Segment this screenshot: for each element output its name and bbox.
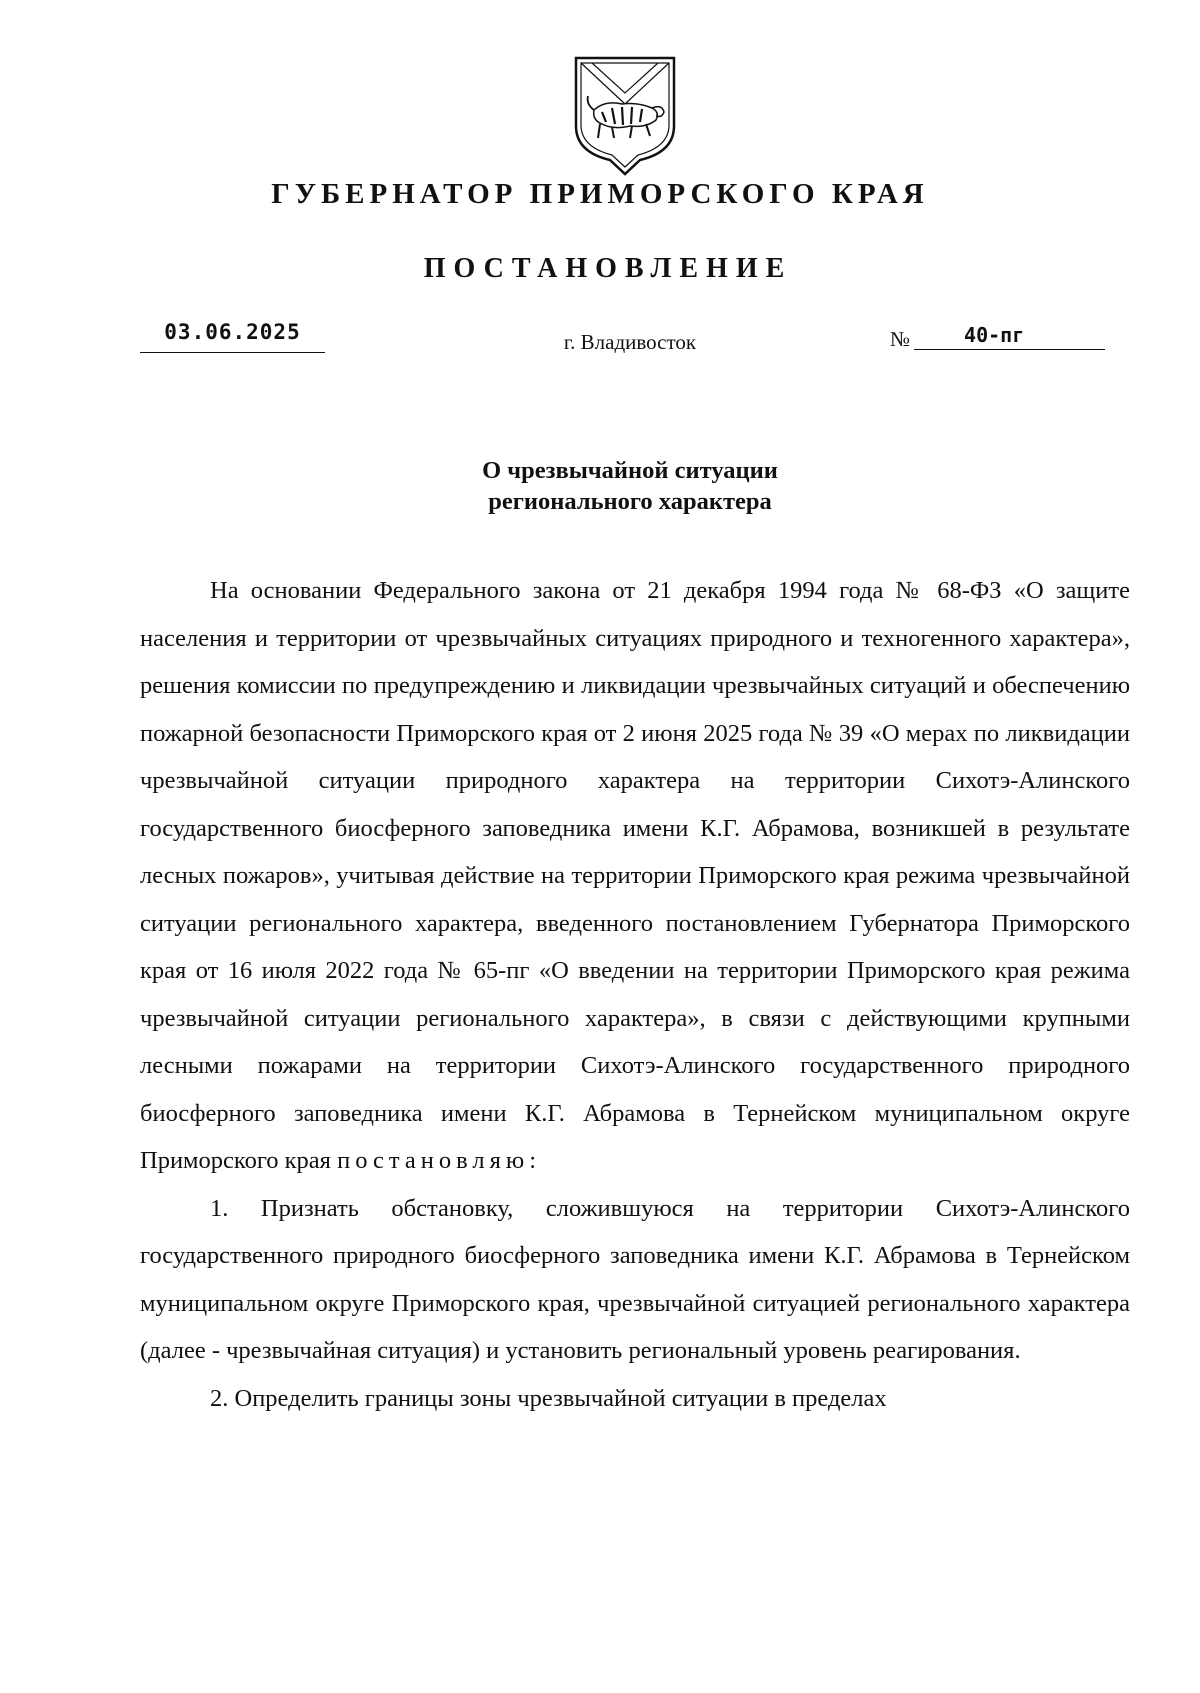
item-1-paragraph: 1. Признать обстановку, сложившуюся на территории Сихотэ-Алинского государственного природного биосферного заповедника имени К.Г. Абрамова в Тернейском муниципальном округе Приморского края, чрезвычайной ситуацией регионального характера (далее - чрезвычайная ситуация) и установить региональный уровень реагирования. [140,1194,1130,1364]
document-city: г. Владивосток [563,330,697,354]
document-title [0,455,1200,517]
title-line-1: О чрезвычайной ситуации [482,457,778,484]
document-number-field [890,325,1105,352]
coat-of-arms-icon [570,52,680,176]
document-type: ПОСТАНОВЛЕНИЕ [423,253,793,284]
document-date: 03.06.2025 [140,320,325,353]
issuing-authority: ГУБЕРНАТОР ПРИМОРСКОГО КРАЯ [271,178,929,210]
title-line-2: регионального характера [488,488,772,515]
document-number: 40-пг [914,323,1105,350]
preamble-paragraph [140,567,1130,1185]
resolve-word: постановляю: [337,1147,542,1174]
number-sign: № [890,327,911,351]
preamble-text: На основании Федерального закона от 21 декабря 1994 года № 68-ФЗ «О защите населения и территории от чрезвычайных ситуациях природного и техногенного характера», решения комиссии по предупреждению и ликвидации чрезвычайных ситуаций и обеспечению пожарной безопасности Приморского края от 2 июня 2025 года № 39 «О мерах по ликвидации чрезвычайной ситуации природного характера на территории Сихотэ-Алинского государственного биосферного заповедника имени К.Г. Абрамова, возникшей в результате лесных пожаров», учитывая действие на территории Приморского края режима чрезвычайной ситуации регионального характера, введенного постановлением Губернатора Приморского края от 16 июля 2022 года № 65-пг «О введении на территории Приморского края режима чрезвычайной ситуации регионального характера», в связи с действующими крупными лесными пожарами на территории Сихотэ-Алинского государственного природного биосферного заповедника имени К.Г. Абрамова в Тернейском муниципальном округе Приморского края [140,577,1130,1174]
document-body [140,567,1130,1422]
item-2-paragraph: 2. Определить границы зоны чрезвычайной ситуации в пределах [210,1384,887,1412]
